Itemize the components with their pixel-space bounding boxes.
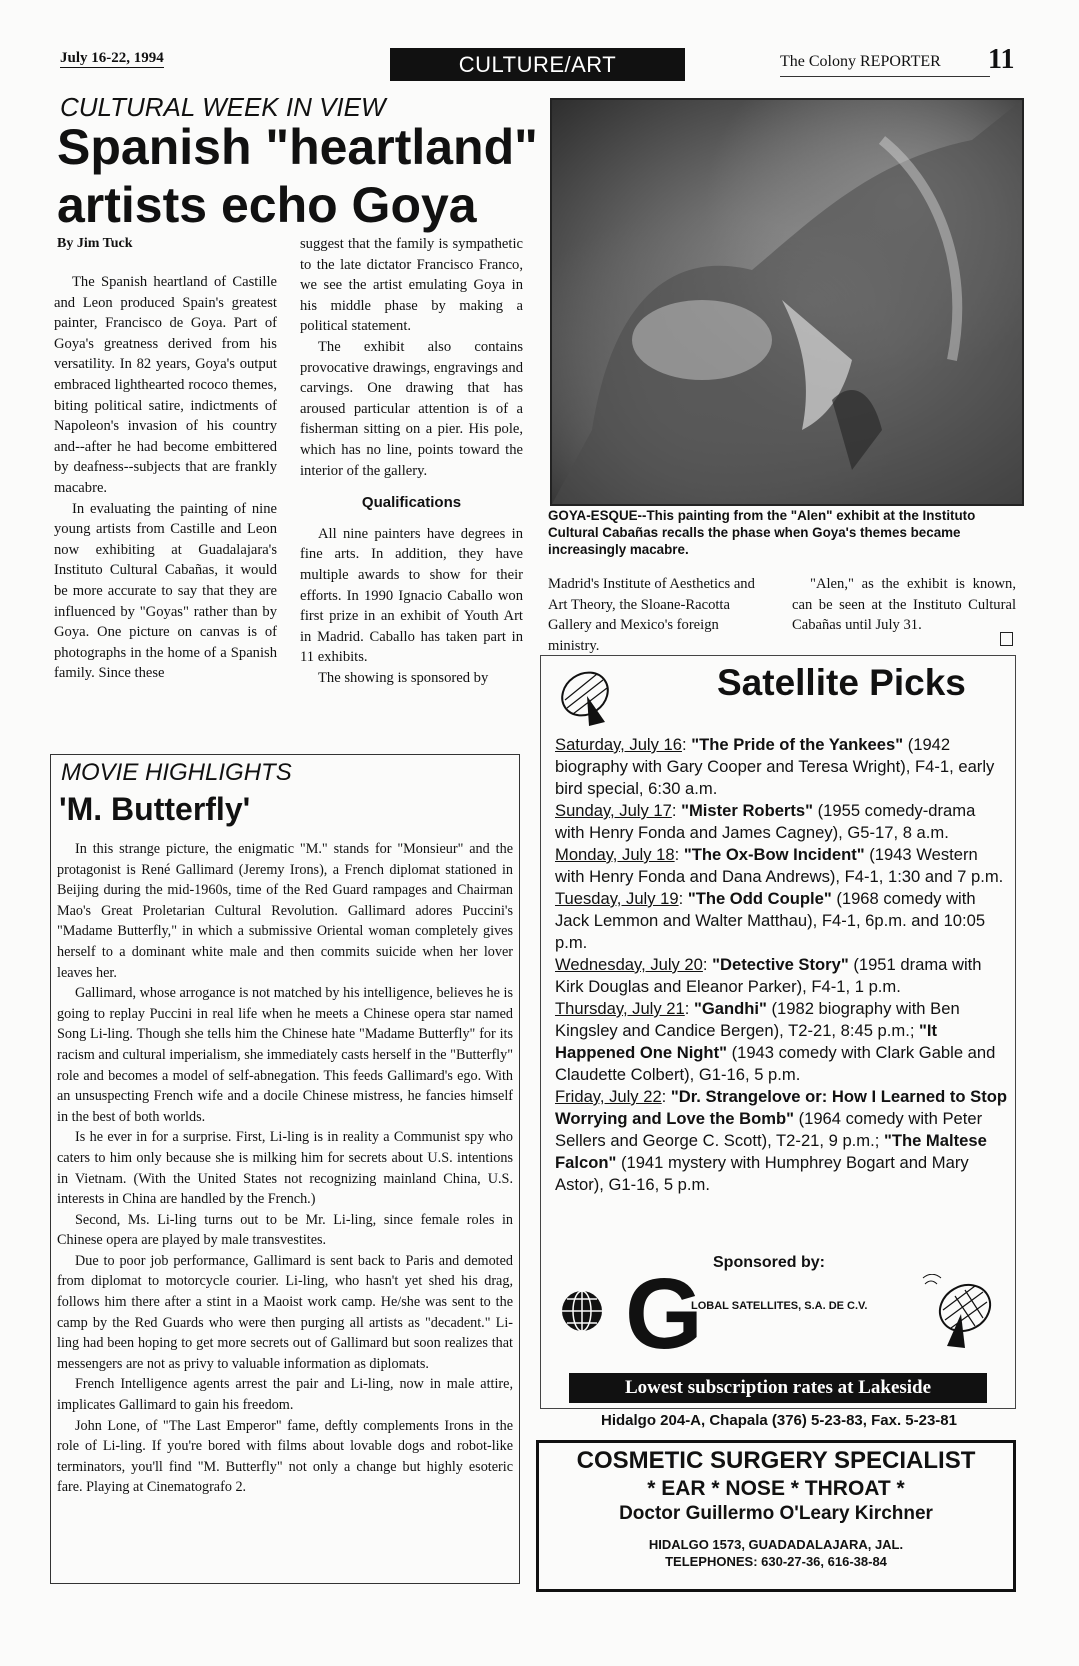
article-column-1 bbox=[54, 272, 277, 684]
section-banner: CULTURE/ART bbox=[390, 48, 685, 81]
sponsored-by-label: Sponsored by: bbox=[713, 1254, 826, 1271]
article-paragraph: The Spanish heartland of Castille and Leon produced Spain's greatest painter, Francisco de Goya. Part of Goya's greatness derived from his versatility. In 82 years, Goya's output embraced lighthearted rococo themes, biting political satire, indictments of Napoleon's invasion of his country and--after he had become embittered by deafness--subjects that are frankly macabre. bbox=[54, 274, 277, 496]
list-item: Tuesday, July 19: "The Odd Couple" (1968 comedy with Jack Lemmon and Walter Matthau), F4-1, 6p.m. and 10:05 p.m. bbox=[555, 889, 986, 952]
movie-paragraph: John Lone, of "The Last Emperor" fame, deftly complements Irons in the role of Li-ling. If you're bored with films about lovable dogs and robot-like terminators, you'll find "M. Butterfly" not only a change but highly esoteric fare. Playing at Cinematografo 2. bbox=[57, 1417, 513, 1496]
end-mark-icon bbox=[1000, 632, 1013, 646]
subscription-banner: Lowest subscription rates at Lakeside bbox=[569, 1373, 987, 1403]
pick-day: Thursday, July 21 bbox=[555, 999, 685, 1018]
pick-details: (1964 comedy with Peter Sellers and George C. Scott), T2-21, 9 p.m.; bbox=[555, 1109, 983, 1150]
pick-day: Wednesday, July 20 bbox=[555, 955, 703, 974]
pick-day: Sunday, July 17 bbox=[555, 801, 672, 820]
globe-icon bbox=[559, 1288, 605, 1334]
pick-day: Saturday, July 16 bbox=[555, 735, 682, 754]
pick-day: Monday, July 18 bbox=[555, 845, 675, 864]
pick-film: "The Odd Couple" bbox=[687, 889, 832, 908]
movie-paragraph: Due to poor job performance, Gallimard is sent back to Paris and demoted from diplomat to motorcycle courier. Li-ling, who hasn't yet shed his drag, follows him there after a stint in a Maoist work camp. He/she was sent to the camp by the Red Guards who were then purging all artists as "decadent." Li-ling had been hoping to get more secrets out of Gallimard but soon realizes that messengers are not as privy to valuable information as diplomats. bbox=[57, 1252, 513, 1372]
list-item: Sunday, July 17: "Mister Roberts" (1955 comedy-drama with Henry Fonda and James Cagney), G5-17, 8 a.m. bbox=[555, 801, 976, 842]
article-headline bbox=[57, 118, 557, 234]
pick-day: Tuesday, July 19 bbox=[555, 889, 679, 908]
ad-title: COSMETIC SURGERY SPECIALIST bbox=[576, 1447, 976, 1474]
article-continuation-right bbox=[792, 574, 1016, 636]
movie-paragraph: Second, Ms. Li-ling turns out to be Mr. Li-ling, since female roles in Chinese opera are played by male transvestites. bbox=[57, 1211, 513, 1249]
header-rule bbox=[780, 76, 990, 77]
satellite-picks-list bbox=[555, 734, 1007, 1196]
article-paragraph: The exhibit also contains provocative drawings, engravings and carvings. One drawing that has aroused particular attention is of a fisherman sitting on a pier. His pole, which has no line, points toward the interior of the gallery. bbox=[300, 338, 523, 479]
pick-details: (1982 biography with Ben Kingsley and Candice Bergen), T2-21, 8:45 p.m.; bbox=[555, 999, 960, 1040]
article-kicker: CULTURAL WEEK IN VIEW bbox=[60, 92, 386, 122]
pick-film: "The Pride of the Yankees" bbox=[691, 735, 904, 754]
satellite-dish-icon bbox=[559, 662, 621, 730]
pick-film: "The Maltese Falcon" bbox=[555, 1131, 987, 1172]
article-subhead: Qualifications bbox=[361, 494, 462, 512]
pick-film: "Detective Story" bbox=[712, 955, 849, 974]
list-item: Saturday, July 16: "The Pride of the Yankees" (1942 biography with Gary Cooper and Teresa Wright), F4-1, early bird special, 6:30 a.m. bbox=[555, 735, 995, 798]
pick-film: "Dr. Strangelove or: How I Learned to Stop Worrying and Love the Bomb" bbox=[555, 1087, 1008, 1128]
pick-details: (1955 comedy-drama with Henry Fonda and James Cagney), G5-17, 8 a.m. bbox=[555, 801, 976, 842]
headline-line-1: Spanish "heartland" bbox=[57, 119, 538, 175]
satellite-dish-icon bbox=[921, 1274, 999, 1354]
article-column-2 bbox=[300, 234, 523, 688]
painting-illustration bbox=[552, 100, 1022, 504]
pick-film: "It Happened One Night" bbox=[555, 1021, 938, 1062]
byline: By Jim Tuck bbox=[57, 236, 133, 251]
list-item: Friday, July 22: "Dr. Strangelove or: How I Learned to Stop Worrying and Love the Bomb" (1964 comedy with Peter Sellers and George C. Scott), T2-21, 9 p.m.; "The Maltese Falcon" (1941 mystery with Humphrey Bogart and Mary Astor), G1-16, 5 p.m. bbox=[555, 1087, 1008, 1194]
movie-paragraph: Gallimard, whose arrogance is not matched by his intelligence, believes he is going to replay Puccini in real life when he meets a Chinese opera star named Song Li-ling. Though she tells him the Chinese hate "Madame Butterfly" for its racism and cultural imperialism, she immediately casts herself in the "Butterfly" role and becomes a model of self-abnegation. This feeds Gallimard's ego. With an unsuspecting French wife and a docile Chinese mistress, he fancies himself in the best of both worlds. bbox=[57, 985, 513, 1125]
newspaper-name: The Colony REPORTER bbox=[780, 53, 941, 70]
article-continuation-left bbox=[548, 574, 770, 656]
pick-details: (1968 comedy with Jack Lemmon and Walter Matthau), F4-1, 6p.m. and 10:05 p.m. bbox=[555, 889, 986, 952]
article-paragraph: The showing is sponsored by bbox=[318, 669, 489, 686]
satellite-picks-box bbox=[540, 655, 1016, 1409]
article-paragraph: All nine painters have degrees in fine arts. In addition, they have multiple awards to show for their efforts. In 1990 Ignacio Caballo won first prize in an exhibit of Youth Art in Madrid. Caballo has taken part in 11 exhibits. bbox=[300, 525, 523, 666]
pick-details: (1943 comedy with Clark Gable and Claudette Colbert), G1-16, 5 p.m. bbox=[555, 1043, 996, 1084]
pick-details: (1941 mystery with Humphrey Bogart and Mary Astor), G1-16, 5 p.m. bbox=[555, 1153, 969, 1194]
issue-date: July 16-22, 1994 bbox=[60, 50, 164, 66]
ad-telephones: TELEPHONES: 630-27-36, 616-38-84 bbox=[665, 1554, 887, 1569]
pick-details: (1951 drama with Kirk Douglas and Eleanor Parker), F4-1, 1 p.m. bbox=[555, 955, 982, 996]
pick-film: "The Ox-Bow Incident" bbox=[683, 845, 865, 864]
article-paragraph: In evaluating the painting of nine young artists from Castille and Leon now exhibiting at Guadalajara's Instituto Cultural Cabañas, it would be more accurate to say that they are influenced by "Goyas" rather than by Goya. One picture on canvas is of photographs in the home of a Spanish family. Since these bbox=[54, 500, 277, 682]
pick-details: (1942 biography with Gary Cooper and Teresa Wright), F4-1, early bird special, 6:30 a.m. bbox=[555, 735, 995, 798]
pick-details: (1943 Western with Henry Fonda and Dana Andrews), F4-1, 1:30 and 7 p.m. bbox=[555, 845, 1004, 886]
movie-kicker: MOVIE HIGHLIGHTS bbox=[61, 759, 292, 786]
sponsor-logo-name: LOBAL SATELLITES, S.A. DE C.V. bbox=[691, 1300, 868, 1312]
movie-highlights-box bbox=[50, 754, 520, 1584]
ad-address: HIDALGO 1573, GUADADALAJARA, JAL. bbox=[648, 1537, 904, 1552]
movie-paragraph: French Intelligence agents arrest the pair and Li-ling, now in male attire, implicates Gallimard to gain his freedom. bbox=[57, 1376, 513, 1414]
headline-line-2: artists echo Goya bbox=[57, 177, 477, 233]
satellite-picks-title: Satellite Picks bbox=[717, 662, 966, 703]
ad-doctor-name: Doctor Guillermo O'Leary Kirchner bbox=[619, 1503, 933, 1524]
photo-caption: GOYA-ESQUE--This painting from the "Alen" exhibit at the Instituto Cultural Cabañas recalls the phase when Goya's themes became increasingly macabre. bbox=[548, 508, 976, 557]
list-item: Wednesday, July 20: "Detective Story" (1951 drama with Kirk Douglas and Eleanor Parker), F4-1, 1 p.m. bbox=[555, 955, 982, 996]
pick-day: Friday, July 22 bbox=[555, 1087, 662, 1106]
movie-paragraph: Is he ever in for a surprise. First, Li-ling is in reality a Communist spy who caters to him only because she is milking him for secrets about U.S. intentions in Vietnam. (With the United States not recognizing mainland China, U.S. interests in China are handled by the French.) bbox=[57, 1129, 513, 1208]
movie-review-text bbox=[57, 839, 513, 1498]
pick-film: "Mister Roberts" bbox=[681, 801, 814, 820]
ad-specialties: * EAR * NOSE * THROAT * bbox=[647, 1477, 905, 1500]
goya-esque-painting-photo bbox=[550, 98, 1024, 506]
cosmetic-surgery-ad bbox=[536, 1440, 1016, 1592]
page-number: 11 bbox=[988, 44, 1015, 75]
movie-title: 'M. Butterfly' bbox=[59, 791, 251, 827]
article-paragraph: Madrid's Institute of Aesthetics and Art Theory, the Sloane-Racotta Gallery and Mexico's foreign ministry. bbox=[548, 576, 755, 654]
list-item: Monday, July 18: "The Ox-Bow Incident" (1943 Western with Henry Fonda and Dana Andrews), F4-1, 1:30 and 7 p.m. bbox=[555, 845, 1004, 886]
movie-paragraph: In this strange picture, the enigmatic "M." stands for "Monsieur" and the protagonist is René Gallimard (Jeremy Irons), a French diplomat stationed in Beijing during the mid-1960s, time of the Red Guard rampages and Chairman Mao's Great Proletarian Cultural Revolution. Gallimard adores Puccini's "Madame Butterfly," in which a submissive Oriental woman completely gives herself to a dominant white male and then commits suicide when her lover leaves her. bbox=[57, 841, 513, 981]
sponsor-address: Hidalgo 204-A, Chapala (376) 5-23-83, Fax. 5-23-81 bbox=[601, 1412, 957, 1429]
article-paragraph: suggest that the family is sympathetic to the late dictator Francisco Franco, we see the artist emulating Goya in his middle phase by making a political statement. bbox=[300, 236, 523, 335]
list-item: Thursday, July 21: "Gandhi" (1982 biography with Ben Kingsley and Candice Bergen), T2-21, 8:45 p.m.; "It Happened One Night" (1943 comedy with Clark Gable and Claudette Colbert), G1-16, 5 p.m. bbox=[555, 999, 996, 1084]
pick-film: "Gandhi" bbox=[693, 999, 767, 1018]
sponsor-logo-letter: G bbox=[625, 1258, 703, 1370]
article-paragraph: "Alen," as the exhibit is known, can be seen at the Instituto Cultural Cabañas until July 31. bbox=[792, 576, 1016, 634]
